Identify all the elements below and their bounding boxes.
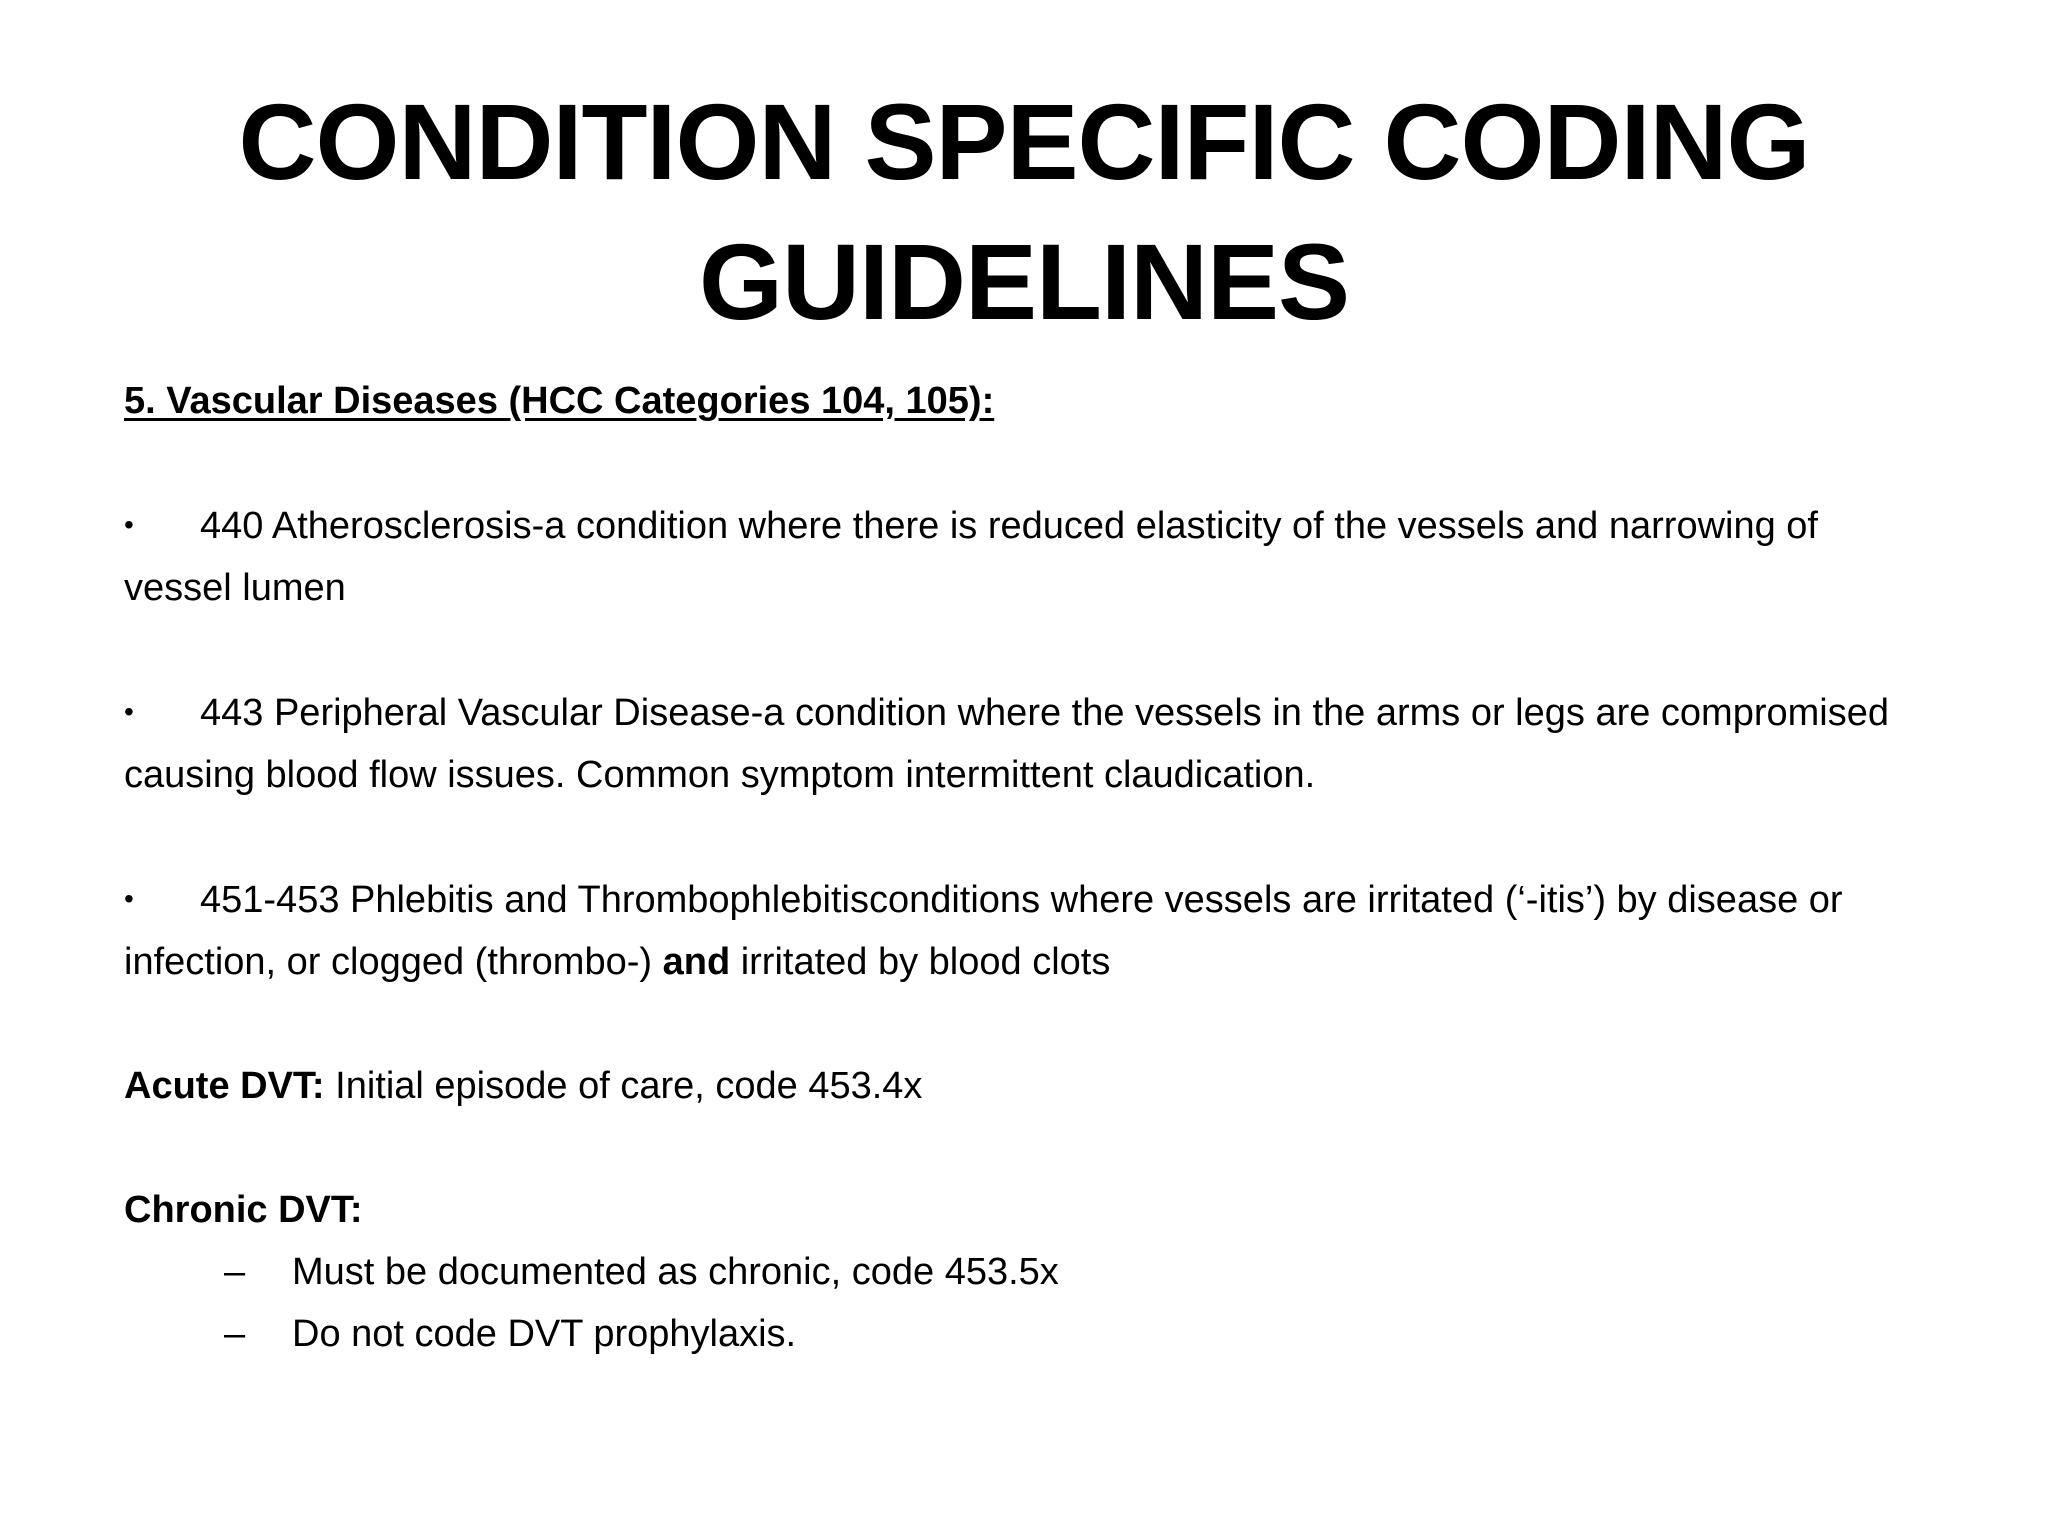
dash-icon: – xyxy=(224,1313,246,1355)
chronic-dvt-label: Chronic DVT: xyxy=(124,1189,363,1231)
section-heading: 5. Vascular Diseases (HCC Categories 104, 105): xyxy=(124,380,995,422)
bullet-phlebitis xyxy=(124,868,1924,993)
bullet-text: 443 Peripheral Vascular Disease-a condition where the vessels in the arms or legs are compromised causing blood flow issues. Common symptom intermittent claudication. xyxy=(124,692,1889,796)
bullet-text: 451-453 Phlebitis and Thrombophlebitisconditions where vessels are irritated (‘-itis’) by disease or infection, or clogged (thrombo-) xyxy=(124,879,1843,983)
spacer xyxy=(124,1117,1924,1179)
spacer xyxy=(124,806,1924,868)
bullet-icon: • xyxy=(124,696,134,727)
slide-title xyxy=(124,72,1924,352)
bullet-atherosclerosis xyxy=(124,494,1924,619)
chronic-dvt-list xyxy=(124,1241,1924,1365)
dash-icon: – xyxy=(224,1251,246,1293)
list-item-text: Must be documented as chronic, code 453.5x xyxy=(292,1251,1059,1293)
acute-dvt-line xyxy=(124,1055,1924,1117)
title-line-2: GUIDELINES xyxy=(698,221,1350,342)
bullet-text-end: irritated by blood clots xyxy=(730,941,1111,983)
slide-body xyxy=(124,370,1924,1365)
spacer xyxy=(124,432,1924,494)
spacer xyxy=(124,619,1924,681)
acute-dvt-label: Acute DVT: xyxy=(124,1065,325,1107)
acute-dvt-text: Initial episode of care, code 453.4x xyxy=(324,1065,923,1107)
title-line-1: CONDITION SPECIFIC CODING xyxy=(238,81,1810,202)
bullet-peripheral-vascular-disease xyxy=(124,681,1924,806)
bullet-icon: • xyxy=(124,883,134,914)
list-item xyxy=(224,1241,1924,1303)
bullet-text: 440 Atherosclerosis-a condition where there is reduced elasticity of the vessels and narrowing of vessel lumen xyxy=(124,505,1818,609)
list-item xyxy=(224,1303,1924,1365)
chronic-dvt-line xyxy=(124,1179,1924,1241)
bullet-icon: • xyxy=(124,509,134,540)
list-item-text: Do not code DVT prophylaxis. xyxy=(292,1313,797,1355)
bullet-bold-word: and xyxy=(662,941,731,983)
spacer xyxy=(124,993,1924,1055)
